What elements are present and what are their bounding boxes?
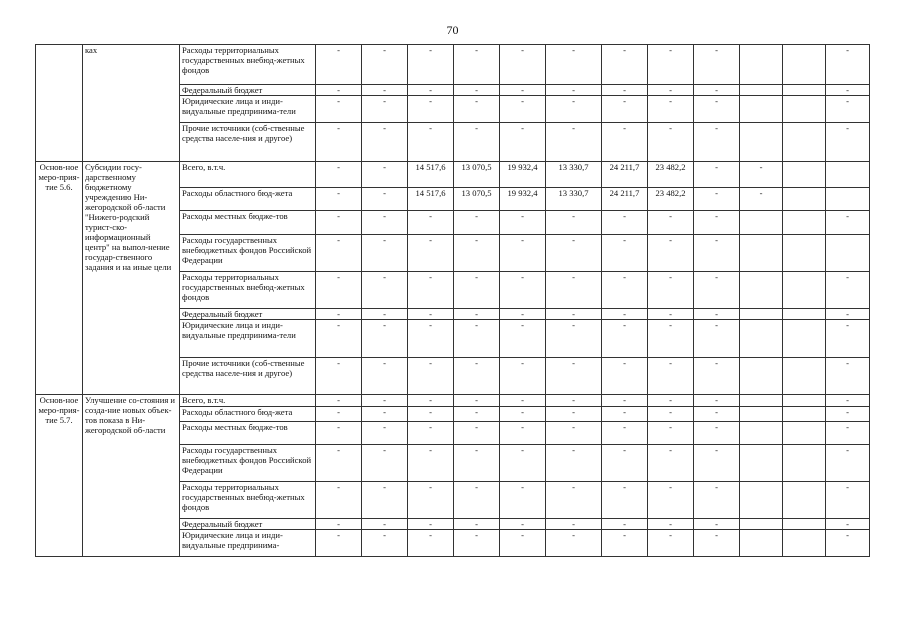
amount-cell: -: [694, 188, 740, 211]
amount-cell: -: [408, 45, 454, 85]
amount-cell: -: [454, 85, 500, 96]
page-number: 70: [446, 23, 459, 37]
amount-cell: [783, 407, 826, 422]
amount-cell: -: [316, 272, 362, 309]
amount-cell: -: [408, 422, 454, 445]
amount-cell: -: [362, 123, 408, 162]
amount-cell: -: [826, 519, 870, 530]
amount-cell: -: [500, 309, 546, 320]
amount-cell: [783, 422, 826, 445]
amount-cell: -: [694, 482, 740, 519]
amount-cell: -: [500, 123, 546, 162]
amount-cell: -: [648, 96, 694, 123]
amount-cell: -: [454, 358, 500, 395]
funding-source-cell: Прочие источники (соб-ственные средства населе-ния и другое): [180, 358, 316, 395]
amount-cell: -: [500, 407, 546, 422]
amount-cell: -: [648, 211, 694, 235]
activity-code-cell: [36, 45, 83, 162]
amount-cell: -: [694, 358, 740, 395]
amount-cell: -: [316, 445, 362, 482]
amount-cell: -: [316, 519, 362, 530]
amount-cell: -: [546, 85, 602, 96]
amount-cell: -: [362, 422, 408, 445]
amount-cell: -: [648, 358, 694, 395]
amount-cell: -: [408, 445, 454, 482]
amount-cell: [826, 188, 870, 211]
amount-cell: -: [454, 320, 500, 358]
amount-cell: [783, 320, 826, 358]
amount-cell: -: [408, 211, 454, 235]
funding-source-cell: Федеральный бюджет: [180, 519, 316, 530]
amount-cell: -: [740, 162, 783, 188]
amount-cell: -: [694, 407, 740, 422]
amount-cell: -: [500, 96, 546, 123]
amount-cell: -: [362, 395, 408, 407]
amount-cell: -: [694, 320, 740, 358]
amount-cell: [783, 482, 826, 519]
amount-cell: 19 932,4: [500, 188, 546, 211]
amount-cell: -: [602, 45, 648, 85]
amount-cell: -: [602, 211, 648, 235]
amount-cell: [783, 309, 826, 320]
amount-cell: -: [826, 96, 870, 123]
amount-cell: -: [500, 395, 546, 407]
amount-cell: -: [826, 530, 870, 557]
amount-cell: -: [408, 407, 454, 422]
amount-cell: -: [546, 123, 602, 162]
amount-cell: -: [694, 162, 740, 188]
amount-cell: [783, 530, 826, 557]
amount-cell: [783, 162, 826, 188]
amount-cell: [740, 358, 783, 395]
amount-cell: -: [362, 358, 408, 395]
amount-cell: -: [500, 519, 546, 530]
amount-cell: -: [316, 320, 362, 358]
funding-source-cell: Расходы местных бюдже-тов: [180, 211, 316, 235]
amount-cell: -: [316, 96, 362, 123]
amount-cell: -: [408, 309, 454, 320]
amount-cell: -: [546, 309, 602, 320]
amount-cell: -: [648, 482, 694, 519]
amount-cell: -: [546, 422, 602, 445]
amount-cell: -: [694, 309, 740, 320]
amount-cell: [740, 85, 783, 96]
amount-cell: -: [362, 530, 408, 557]
amount-cell: -: [316, 123, 362, 162]
amount-cell: -: [826, 422, 870, 445]
amount-cell: -: [408, 482, 454, 519]
amount-cell: -: [826, 211, 870, 235]
amount-cell: [740, 96, 783, 123]
amount-cell: 13 330,7: [546, 188, 602, 211]
amount-cell: -: [602, 123, 648, 162]
amount-cell: -: [648, 422, 694, 445]
amount-cell: [740, 445, 783, 482]
amount-cell: -: [602, 85, 648, 96]
amount-cell: [740, 235, 783, 272]
amount-cell: -: [546, 445, 602, 482]
amount-cell: -: [454, 445, 500, 482]
funding-source-cell: Юридические лица и инди-видуальные предпринима-: [180, 530, 316, 557]
amount-cell: -: [408, 85, 454, 96]
amount-cell: -: [500, 422, 546, 445]
amount-cell: -: [602, 422, 648, 445]
amount-cell: -: [316, 358, 362, 395]
amount-cell: -: [602, 407, 648, 422]
amount-cell: -: [602, 320, 648, 358]
amount-cell: -: [362, 320, 408, 358]
amount-cell: -: [602, 395, 648, 407]
amount-cell: [783, 445, 826, 482]
funding-source-cell: Юридические лица и инди-видуальные предпринима-тели: [180, 96, 316, 123]
amount-cell: [783, 96, 826, 123]
amount-cell: -: [694, 235, 740, 272]
amount-cell: -: [546, 211, 602, 235]
amount-cell: -: [500, 320, 546, 358]
amount-cell: -: [602, 309, 648, 320]
amount-cell: [740, 395, 783, 407]
amount-cell: -: [454, 211, 500, 235]
amount-cell: -: [546, 407, 602, 422]
amount-cell: -: [648, 407, 694, 422]
amount-cell: -: [454, 530, 500, 557]
amount-cell: -: [648, 85, 694, 96]
activity-code-cell: Основ-ное меро-прия-тие 5.6.: [36, 162, 83, 395]
amount-cell: -: [602, 235, 648, 272]
amount-cell: -: [648, 445, 694, 482]
amount-cell: -: [316, 530, 362, 557]
amount-cell: -: [826, 45, 870, 85]
amount-cell: [740, 309, 783, 320]
table-row: [36, 45, 870, 85]
amount-cell: -: [454, 45, 500, 85]
amount-cell: -: [316, 309, 362, 320]
amount-cell: 13 070,5: [454, 162, 500, 188]
amount-cell: [740, 407, 783, 422]
amount-cell: -: [454, 123, 500, 162]
amount-cell: [783, 123, 826, 162]
amount-cell: -: [546, 45, 602, 85]
amount-cell: -: [454, 407, 500, 422]
amount-cell: -: [408, 519, 454, 530]
amount-cell: [783, 519, 826, 530]
amount-cell: [826, 162, 870, 188]
amount-cell: -: [602, 96, 648, 123]
amount-cell: -: [454, 309, 500, 320]
amount-cell: [783, 235, 826, 272]
amount-cell: -: [362, 45, 408, 85]
amount-cell: -: [826, 272, 870, 309]
amount-cell: -: [826, 320, 870, 358]
amount-cell: 23 482,2: [648, 188, 694, 211]
amount-cell: [783, 358, 826, 395]
amount-cell: -: [454, 519, 500, 530]
amount-cell: -: [316, 211, 362, 235]
amount-cell: -: [316, 162, 362, 188]
activity-name-cell: Улучшение со-стояния и созда-ние новых объек-тов показа в Ни-жегородской об-ласти: [83, 395, 180, 557]
budget-table: [35, 44, 870, 557]
funding-source-cell: Юридические лица и инди-видуальные предпринима-тели: [180, 320, 316, 358]
activity-code-cell: Основ-ное меро-прия-тие 5.7.: [36, 395, 83, 557]
amount-cell: -: [362, 445, 408, 482]
amount-cell: 19 932,4: [500, 162, 546, 188]
amount-cell: [826, 235, 870, 272]
amount-cell: -: [362, 272, 408, 309]
amount-cell: 23 482,2: [648, 162, 694, 188]
amount-cell: -: [408, 530, 454, 557]
funding-source-cell: Расходы государственных внебюджетных фондов Российской Федерации: [180, 235, 316, 272]
amount-cell: 14 517,6: [408, 162, 454, 188]
amount-cell: -: [500, 45, 546, 85]
amount-cell: [740, 123, 783, 162]
funding-source-cell: Расходы территориальных государственных внебюд-жетных фондов: [180, 45, 316, 85]
amount-cell: -: [546, 235, 602, 272]
amount-cell: -: [826, 395, 870, 407]
amount-cell: [783, 188, 826, 211]
amount-cell: [740, 320, 783, 358]
amount-cell: -: [500, 85, 546, 96]
amount-cell: [783, 85, 826, 96]
amount-cell: -: [826, 407, 870, 422]
amount-cell: -: [500, 530, 546, 557]
funding-source-cell: Федеральный бюджет: [180, 309, 316, 320]
amount-cell: 14 517,6: [408, 188, 454, 211]
amount-cell: -: [362, 85, 408, 96]
funding-source-cell: Всего, в.т.ч.: [180, 162, 316, 188]
amount-cell: -: [694, 85, 740, 96]
amount-cell: 13 070,5: [454, 188, 500, 211]
amount-cell: -: [546, 96, 602, 123]
funding-source-cell: Прочие источники (соб-ственные средства населе-ния и другое): [180, 123, 316, 162]
amount-cell: [783, 45, 826, 85]
amount-cell: -: [648, 320, 694, 358]
amount-cell: -: [546, 482, 602, 519]
amount-cell: -: [546, 395, 602, 407]
amount-cell: [740, 272, 783, 309]
amount-cell: [783, 272, 826, 309]
amount-cell: -: [362, 211, 408, 235]
amount-cell: -: [826, 445, 870, 482]
amount-cell: -: [546, 530, 602, 557]
amount-cell: -: [362, 96, 408, 123]
amount-cell: -: [602, 358, 648, 395]
amount-cell: -: [826, 309, 870, 320]
amount-cell: [740, 482, 783, 519]
activity-name-cell: Субсидии госу-дарственному бюджетному учреждению Ни-жегородской об-ласти "Нижего-родский турист-ско-информационный центр" на выпол-нение государ-ственного задания и на иные цели: [83, 162, 180, 395]
funding-source-cell: Всего, в.т.ч.: [180, 395, 316, 407]
amount-cell: -: [694, 96, 740, 123]
amount-cell: -: [648, 519, 694, 530]
amount-cell: -: [454, 482, 500, 519]
amount-cell: -: [362, 235, 408, 272]
table-row: [36, 395, 870, 407]
amount-cell: -: [408, 235, 454, 272]
amount-cell: -: [316, 422, 362, 445]
amount-cell: -: [454, 422, 500, 445]
amount-cell: -: [316, 395, 362, 407]
amount-cell: 24 211,7: [602, 188, 648, 211]
amount-cell: -: [500, 211, 546, 235]
amount-cell: -: [546, 358, 602, 395]
amount-cell: -: [362, 519, 408, 530]
amount-cell: [783, 211, 826, 235]
amount-cell: [740, 422, 783, 445]
amount-cell: 24 211,7: [602, 162, 648, 188]
amount-cell: -: [694, 395, 740, 407]
amount-cell: -: [826, 358, 870, 395]
amount-cell: -: [362, 309, 408, 320]
amount-cell: -: [500, 235, 546, 272]
funding-source-cell: Расходы территориальных государственных внебюд-жетных фондов: [180, 272, 316, 309]
amount-cell: -: [408, 320, 454, 358]
amount-cell: -: [648, 530, 694, 557]
amount-cell: -: [362, 482, 408, 519]
amount-cell: -: [694, 272, 740, 309]
activity-name-cell: ках: [83, 45, 180, 162]
amount-cell: -: [500, 358, 546, 395]
amount-cell: -: [408, 272, 454, 309]
funding-source-cell: Федеральный бюджет: [180, 85, 316, 96]
amount-cell: -: [362, 162, 408, 188]
amount-cell: -: [694, 519, 740, 530]
amount-cell: -: [362, 188, 408, 211]
amount-cell: -: [740, 188, 783, 211]
amount-cell: -: [694, 211, 740, 235]
amount-cell: -: [546, 519, 602, 530]
funding-source-cell: Расходы областного бюд-жета: [180, 188, 316, 211]
amount-cell: -: [694, 422, 740, 445]
funding-source-cell: Расходы областного бюд-жета: [180, 407, 316, 422]
amount-cell: [783, 395, 826, 407]
amount-cell: -: [648, 235, 694, 272]
amount-cell: -: [826, 123, 870, 162]
amount-cell: [740, 211, 783, 235]
amount-cell: -: [500, 482, 546, 519]
amount-cell: -: [316, 407, 362, 422]
amount-cell: -: [362, 407, 408, 422]
amount-cell: -: [602, 272, 648, 309]
amount-cell: -: [648, 272, 694, 309]
funding-source-cell: Расходы местных бюдже-тов: [180, 422, 316, 445]
amount-cell: [740, 530, 783, 557]
amount-cell: -: [546, 272, 602, 309]
amount-cell: -: [602, 445, 648, 482]
amount-cell: -: [408, 395, 454, 407]
amount-cell: -: [694, 45, 740, 85]
amount-cell: -: [648, 45, 694, 85]
amount-cell: -: [694, 123, 740, 162]
amount-cell: -: [602, 482, 648, 519]
amount-cell: 13 330,7: [546, 162, 602, 188]
amount-cell: -: [454, 96, 500, 123]
amount-cell: -: [826, 85, 870, 96]
funding-source-cell: Расходы территориальных государственных внебюд-жетных фондов: [180, 482, 316, 519]
amount-cell: -: [408, 96, 454, 123]
amount-cell: -: [316, 85, 362, 96]
amount-cell: -: [546, 320, 602, 358]
amount-cell: -: [454, 272, 500, 309]
amount-cell: -: [500, 445, 546, 482]
amount-cell: -: [648, 309, 694, 320]
amount-cell: -: [602, 530, 648, 557]
amount-cell: -: [316, 235, 362, 272]
amount-cell: -: [316, 482, 362, 519]
amount-cell: [740, 519, 783, 530]
amount-cell: -: [694, 530, 740, 557]
amount-cell: -: [648, 395, 694, 407]
amount-cell: -: [408, 358, 454, 395]
amount-cell: -: [500, 272, 546, 309]
amount-cell: -: [694, 445, 740, 482]
amount-cell: -: [602, 519, 648, 530]
amount-cell: -: [648, 123, 694, 162]
funding-source-cell: Расходы государственных внебюджетных фондов Российской Федерации: [180, 445, 316, 482]
amount-cell: -: [316, 45, 362, 85]
amount-cell: -: [454, 235, 500, 272]
amount-cell: -: [316, 188, 362, 211]
amount-cell: [740, 45, 783, 85]
amount-cell: -: [454, 395, 500, 407]
table-row: [36, 162, 870, 188]
amount-cell: -: [826, 482, 870, 519]
amount-cell: -: [408, 123, 454, 162]
